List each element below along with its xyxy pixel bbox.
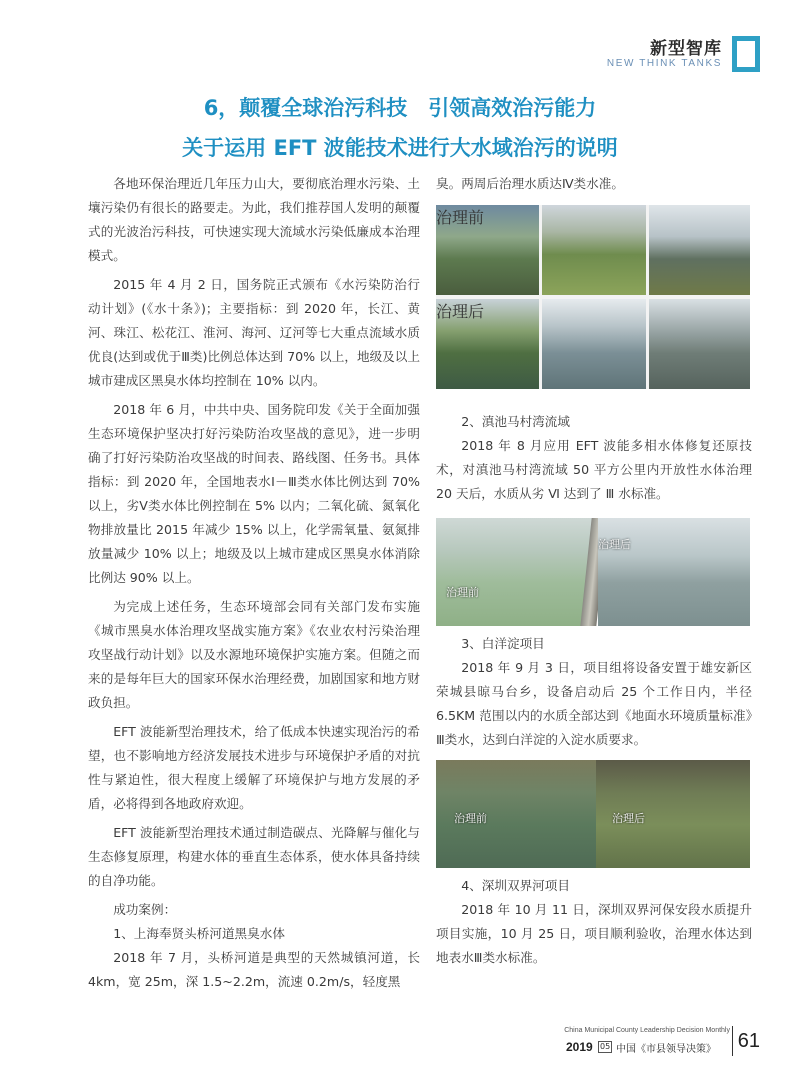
column-title: 新型智库 <box>650 39 722 59</box>
paragraph-eft-hope: EFT 波能新型治理技术，给了低成本快速实现治污的希望，也不影响地方经济发展技术进步与环境保护矛盾的对抗性与紧迫性，很大程度上缓解了环境保护与地方发展的矛盾，必将得到各地政府欢迎。 <box>88 724 420 811</box>
paragraph-2015-plan: 2015 年 4 月 2 日，国务院正式颁布《水污染防治行动计划》(《水十条》)；主要指标：到 2020 年，长江、黄河、珠江、松花江、淮河、海河、辽河等七大重点流域水质优良(达到或优于Ⅲ类)比例总体达到 70% 以上，地级及以上城市建成区黑臭水体均控制在 10% 以内。 <box>88 277 420 388</box>
footer-magazine-name-cn: 中国《市县领导决策》 <box>616 1044 716 1055</box>
case3-heading: 3、白洋淀项目 <box>461 636 545 651</box>
case2-heading: 2、滇池马村湾流域 <box>461 414 570 429</box>
case4-text: 2018 年 10 月 11 日，深圳双界河保安段水质提升项目实施，10 月 25 日，项目顺利验收，治理水体达到地表水Ⅲ类水标准。 <box>436 902 752 965</box>
photo-label-before: 治理前 <box>454 812 487 825</box>
photo-after-2 <box>542 299 646 389</box>
case4-heading: 4、深圳双界河项目 <box>461 878 570 893</box>
paragraph-tasks: 为完成上述任务，生态环境部会同有关部门发布实施《城市黑臭水体治理攻坚战实施方案》《农业农村污染治理攻坚战行动计划》以及水源地环境保护实施方案。但随之而来的是每年巨大的国家环保水治理经费，加剧国家和地方财政负担。 <box>88 599 420 710</box>
column-subtitle: NEW THINK TANKS <box>606 58 722 69</box>
paragraph-2018-opinion: 2018 年 6 月，中共中央、国务院印发《关于全面加强生态环境保护坚决打好污染防治攻坚战的意见》，进一步明确了打好污染防治攻坚战的时间表、路线图、任务书。具体指标：到 2020 年，全国地表水Ⅰ－Ⅲ类水体比例达到 70% 以上，劣Ⅴ类水体比例控制在 5% 以内；二氧化硫、氮氧化物排放量比 2015 年减少 15% 以上，化学需氧量、氨氮排放量减少 10% 以上；地级及以上城市建成区黑臭水体消除比例达 90% 以上。 <box>88 402 420 585</box>
case1-heading: 1、上海奉贤头桥河道黑臭水体 <box>113 926 285 941</box>
case1-text-continued: 臭。两周后治理水质达Ⅳ类水准。 <box>436 176 624 191</box>
column-logo-box <box>732 36 760 72</box>
cases-heading: 成功案例： <box>113 902 177 917</box>
photo-dianchi <box>436 518 750 626</box>
photo-label-after: 治理后 <box>598 538 631 551</box>
left-column <box>88 172 420 994</box>
footer-issue: 05 <box>600 1042 611 1051</box>
article-title: 6，颠覆全球治污科技 引领高效治污能力 <box>203 96 597 120</box>
right-column-case2 <box>436 410 752 511</box>
photo-before-1 <box>436 205 539 295</box>
article-subtitle: 关于运用 EFT 波能技术进行大水域治污的说明 <box>182 136 618 160</box>
case3-text: 2018 年 9 月 3 日，项目组将设备安置于雄安新区荣城县晾马台乡，设备启动后 25 个工作日内，半径 6.5KM 范围以内的水质全部达到《地面水环境质量标准》Ⅲ类水，达到白洋淀的入淀水质要求。 <box>436 660 752 747</box>
photo-after-3 <box>649 299 750 389</box>
paragraph-eft-principle: EFT 波能新型治理技术通过制造碳点、光降解与催化与生态修复原理，构建水体的垂直生态体系，使水体具备持续的自净功能。 <box>88 825 420 888</box>
right-column-case3 <box>436 632 752 757</box>
photo-before-3 <box>649 205 750 295</box>
footer-year: 2019 <box>566 1040 593 1054</box>
photo-label-after: 治理后 <box>436 302 485 321</box>
footer-magazine-name-en: China Municipal County Leadership Decision Monthly <box>564 1027 730 1034</box>
photo-dianchi-after <box>598 518 750 626</box>
photo-label-before: 治理前 <box>446 586 479 599</box>
right-column-top <box>436 172 752 201</box>
right-column-case4 <box>436 874 752 975</box>
photo-after-1 <box>436 299 539 389</box>
photo-label-before: 治理前 <box>436 208 485 227</box>
photo-grid-shanghai <box>436 205 750 389</box>
case2-text: 2018 年 8 月应用 EFT 波能多相水体修复还原技术，对滇池马村湾流域 50 平方公里内开放性水体治理 20 天后，水质从劣 Ⅵ 达到了 Ⅲ 水标准。 <box>436 438 752 501</box>
photo-label-after: 治理后 <box>612 812 645 825</box>
photo-before-2 <box>542 205 646 295</box>
page-number: 61 <box>732 1026 760 1056</box>
photo-dianchi-before <box>436 518 594 626</box>
photo-baiyangdian <box>436 760 750 868</box>
paragraph-intro: 各地环保治理近几年压力山大，要彻底治理水污染、土壤污染仍有很长的路要走。为此，我们推荐国人发明的颠覆式的光波治污科技，可快速实现大流域水污染低廉成本治理模式。 <box>88 176 420 263</box>
case1-text: 2018 年 7 月，头桥河道是典型的天然城镇河道，长 4km，宽 25m，深 1.5~2.2m，流速 0.2m/s，轻度黑 <box>88 950 420 989</box>
